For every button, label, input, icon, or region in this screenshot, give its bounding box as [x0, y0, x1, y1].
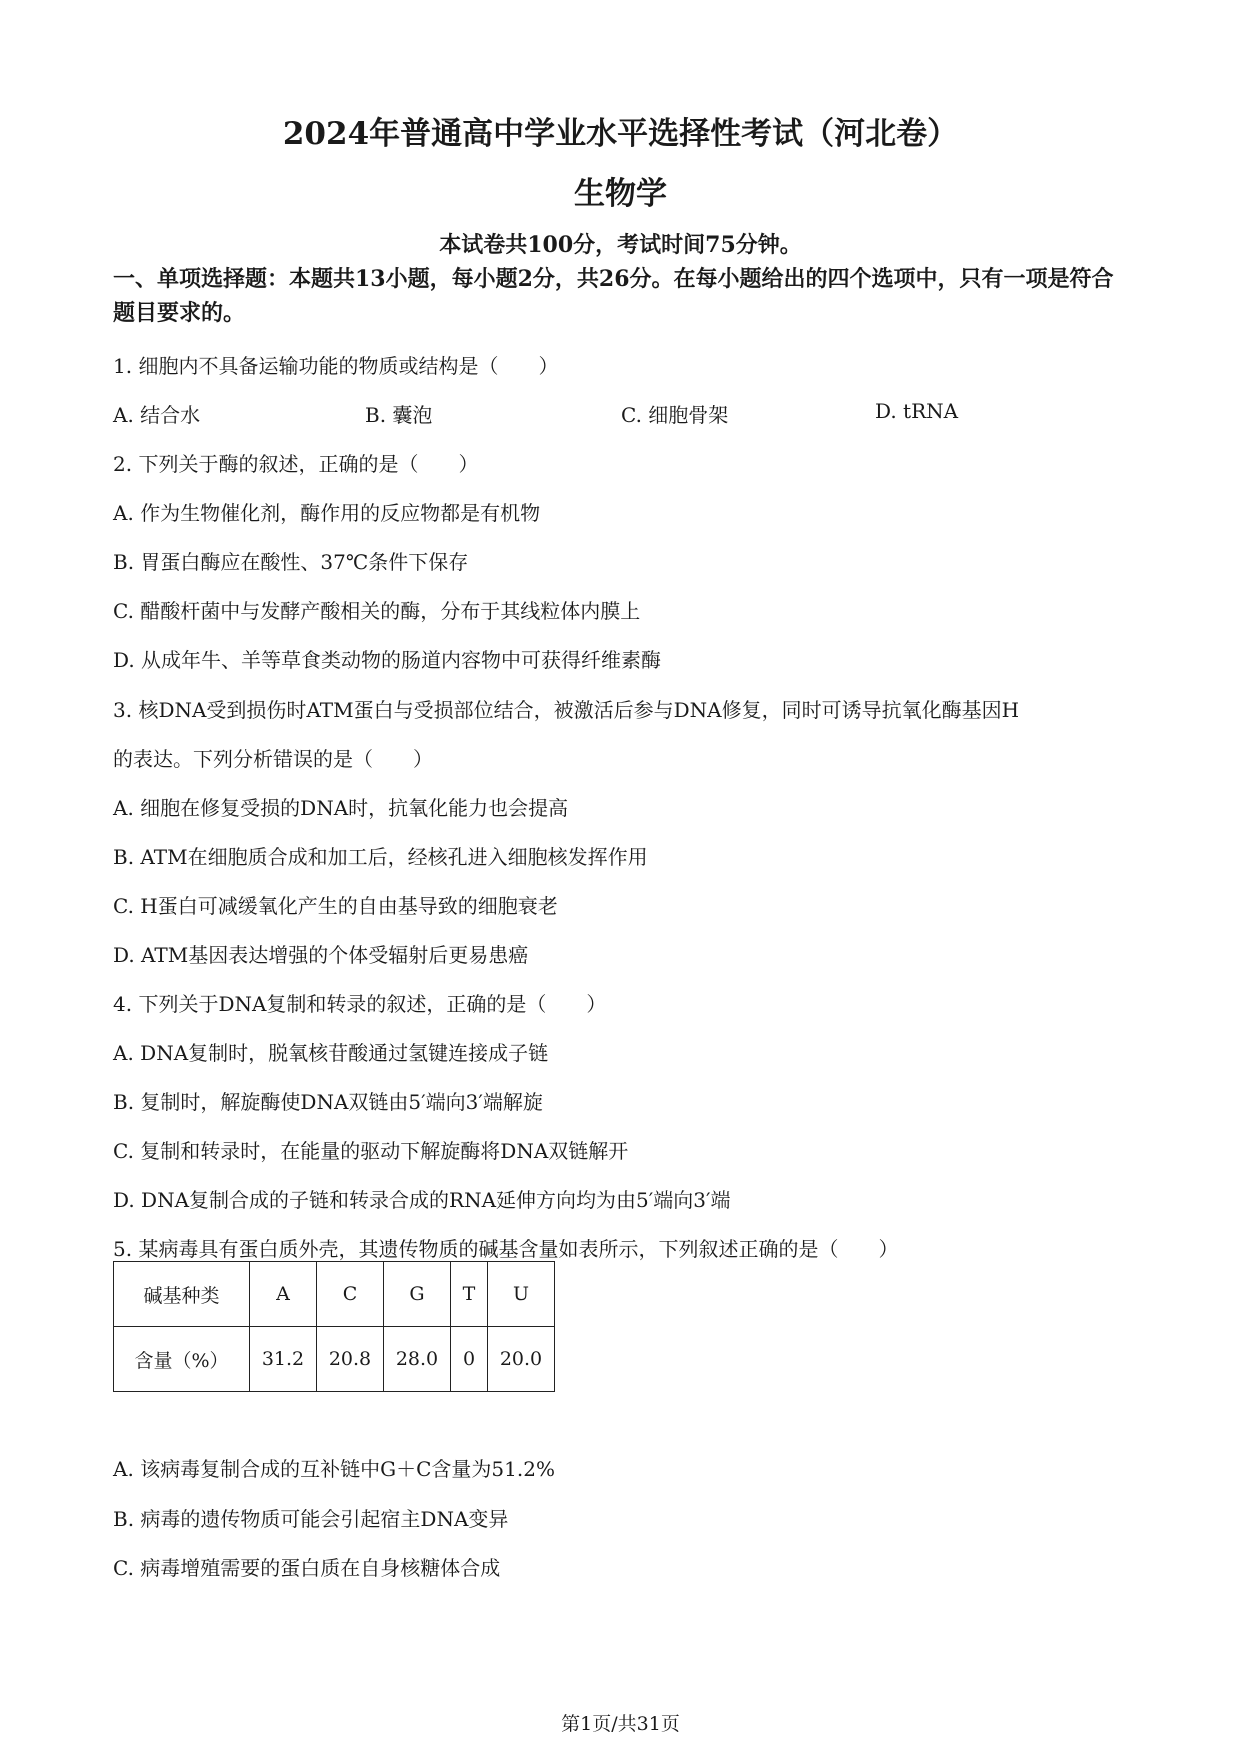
table-cell: 31.2 — [250, 1327, 317, 1392]
question-3-option-a: A. 细胞在修复受损的DNA时，抗氧化能力也会提高 — [113, 796, 569, 820]
question-5-option-c: C. 病毒增殖需要的蛋白质在自身核糖体合成 — [113, 1556, 501, 1580]
exam-info: 本试卷共100分，考试时间75分钟。 — [439, 232, 802, 258]
question-4-option-b: B. 复制时，解旋酶使DNA双链由5′端向3′端解旋 — [113, 1090, 543, 1114]
question-5-option-b: B. 病毒的遗传物质可能会引起宿主DNA变异 — [113, 1507, 509, 1531]
question-1-option-d: D. tRNA — [875, 399, 959, 423]
question-5-stem: 5. 某病毒具有蛋白质外壳，其遗传物质的碱基含量如表所示，下列叙述正确的是（ ） — [113, 1237, 899, 1261]
question-1-stem: 1. 细胞内不具备运输功能的物质或结构是（ ） — [113, 354, 559, 378]
question-2-option-a: A. 作为生物催化剂，酶作用的反应物都是有机物 — [113, 501, 541, 525]
question-2-option-c: C. 醋酸杆菌中与发酵产酸相关的酶，分布于其线粒体内膜上 — [113, 599, 641, 623]
table-row — [114, 1327, 555, 1392]
table-cell: 0 — [451, 1327, 488, 1392]
question-4-stem: 4. 下列关于DNA复制和转录的叙述，正确的是（ ） — [113, 992, 607, 1016]
question-3-option-b: B. ATM在细胞质合成和加工后，经核孔进入细胞核发挥作用 — [113, 845, 648, 869]
table-row — [114, 1262, 555, 1327]
question-1-option-a: A. 结合水 — [113, 403, 201, 427]
subject-title: 生物学 — [574, 176, 667, 212]
question-4-option-a: A. DNA复制时，脱氧核苷酸通过氢键连接成子链 — [113, 1041, 549, 1065]
question-1-option-b: B. 囊泡 — [365, 403, 433, 427]
table-cell: C — [317, 1262, 384, 1327]
question-3-stem: 3. 核DNA受到损伤时ATM蛋白与受损部位结合，被激活后参与DNA修复，同时可诱导抗氧化酶基因H — [113, 698, 1020, 722]
table-cell: 碱基种类 — [114, 1262, 250, 1327]
exam-title: 2024年普通高中学业水平选择性考试（河北卷） — [282, 116, 959, 152]
table-cell: 28.0 — [384, 1327, 451, 1392]
table-cell: G — [384, 1262, 451, 1327]
question-3-stem-continued: 的表达。下列分析错误的是（ ） — [113, 747, 433, 771]
question-5-option-a: A. 该病毒复制合成的互补链中G＋C含量为51.2% — [113, 1457, 555, 1481]
question-3-option-c: C. H蛋白可减缓氧化产生的自由基导致的细胞衰老 — [113, 894, 558, 918]
question-2-stem: 2. 下列关于酶的叙述，正确的是（ ） — [113, 452, 479, 476]
question-4-option-c: C. 复制和转录时，在能量的驱动下解旋酶将DNA双链解开 — [113, 1139, 629, 1163]
table-cell: 20.0 — [488, 1327, 555, 1392]
table-cell: 含量（%） — [114, 1327, 250, 1392]
question-3-option-d: D. ATM基因表达增强的个体受辐射后更易患癌 — [113, 943, 529, 967]
table-cell: T — [451, 1262, 488, 1327]
table-cell: U — [488, 1262, 555, 1327]
question-2-option-d: D. 从成年牛、羊等草食类动物的肠道内容物中可获得纤维素酶 — [113, 648, 662, 672]
table-cell: A — [250, 1262, 317, 1327]
question-1-option-c: C. 细胞骨架 — [621, 403, 729, 427]
page-number: 第1页/共31页 — [561, 1713, 680, 1735]
question-2-option-b: B. 胃蛋白酶应在酸性、37℃条件下保存 — [113, 550, 469, 574]
base-content-table — [113, 1261, 555, 1392]
table-cell: 20.8 — [317, 1327, 384, 1392]
section-heading: 一、单项选择题：本题共13小题，每小题2分，共26分。在每小题给出的四个选项中，只有一项是符合题目要求的。 — [113, 266, 1114, 326]
question-4-option-d: D. DNA复制合成的子链和转录合成的RNA延伸方向均为由5′端向3′端 — [113, 1188, 731, 1212]
